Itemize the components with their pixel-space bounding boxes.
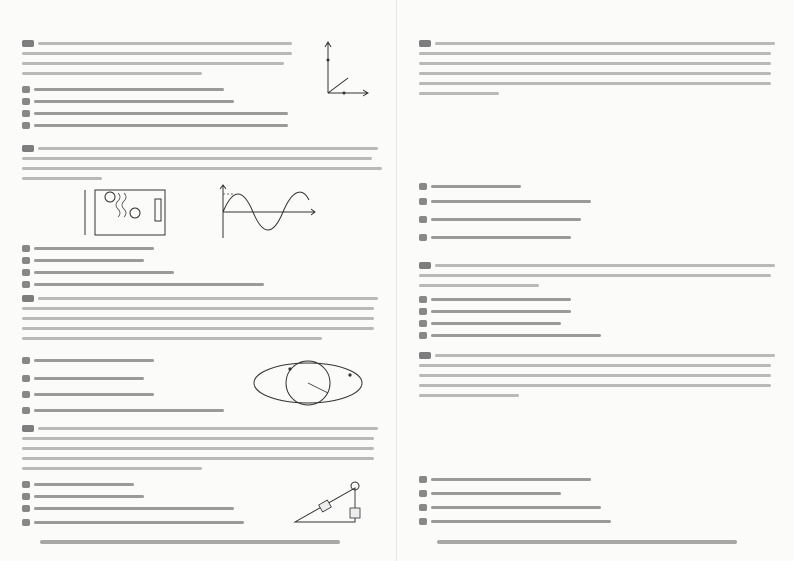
- question-text-line: [22, 157, 372, 160]
- option-d-marker: [419, 332, 427, 339]
- question-text-line: [38, 427, 378, 430]
- question-text-line: [419, 52, 771, 55]
- option-b-marker: [22, 375, 30, 382]
- question-text-line: [22, 437, 374, 440]
- question-15: [22, 40, 322, 140]
- question-19: [419, 40, 779, 255]
- option-d-marker: [419, 234, 427, 241]
- option-a-marker: [419, 183, 427, 190]
- option-d-text: [34, 283, 264, 286]
- option-c-marker: [22, 505, 30, 512]
- option-a-text: [34, 88, 224, 91]
- question-number: [419, 262, 431, 269]
- option-d-text: [34, 409, 224, 412]
- question-number: [419, 352, 431, 359]
- transformer-circuit-figure: [80, 185, 180, 245]
- question-text-line: [22, 327, 374, 330]
- option-b-text: [34, 495, 144, 498]
- option-d-marker: [419, 518, 427, 525]
- question-text-line: [22, 307, 374, 310]
- page-footer: [40, 540, 340, 544]
- question-text-line: [419, 92, 499, 95]
- option-a-text: [431, 185, 521, 188]
- question-text-line: [435, 42, 775, 45]
- option-c-text: [431, 322, 561, 325]
- option-b-marker: [419, 490, 427, 497]
- option-a-marker: [22, 86, 30, 93]
- question-text-line: [419, 284, 539, 287]
- right-page: [397, 0, 794, 561]
- option-b-text: [431, 492, 561, 495]
- question-text-line: [38, 297, 378, 300]
- option-b-text: [431, 310, 571, 313]
- option-b-marker: [22, 257, 30, 264]
- question-text-line: [22, 62, 284, 65]
- question-text-line: [419, 364, 771, 367]
- option-b-text: [34, 100, 234, 103]
- question-text-line: [38, 147, 378, 150]
- option-c-marker: [22, 269, 30, 276]
- option-c-text: [34, 393, 154, 396]
- question-text-line: [435, 264, 775, 267]
- option-d-text: [34, 124, 288, 127]
- question-18: [22, 425, 322, 530]
- option-c-text: [34, 112, 288, 115]
- option-a-marker: [419, 476, 427, 483]
- option-d-text: [34, 521, 244, 524]
- satellite-orbit-figure: [250, 345, 370, 415]
- option-c-marker: [419, 504, 427, 511]
- question-21: [419, 352, 779, 530]
- option-b-marker: [22, 98, 30, 105]
- question-text-line: [22, 467, 202, 470]
- question-number: [419, 40, 431, 47]
- option-d-text: [431, 520, 611, 523]
- question-text-line: [419, 82, 771, 85]
- question-text-line: [22, 177, 102, 180]
- option-b-text: [431, 200, 591, 203]
- option-c-marker: [419, 216, 427, 223]
- option-d-text: [431, 236, 571, 239]
- option-a-text: [34, 483, 134, 486]
- coordinate-axes-figure: [318, 38, 378, 103]
- question-text-line: [419, 384, 771, 387]
- option-a-marker: [22, 245, 30, 252]
- option-b-marker: [419, 198, 427, 205]
- option-b-marker: [419, 308, 427, 315]
- option-a-marker: [419, 296, 427, 303]
- question-number: [22, 295, 34, 302]
- question-text-line: [38, 42, 292, 45]
- question-text-line: [22, 52, 292, 55]
- question-text-line: [419, 62, 771, 65]
- sine-wave-graph: [205, 182, 325, 242]
- option-a-marker: [22, 357, 30, 364]
- option-a-text: [34, 359, 154, 362]
- question-text-line: [419, 374, 771, 377]
- option-d-marker: [22, 519, 30, 526]
- option-b-text: [34, 259, 144, 262]
- option-d-marker: [22, 281, 30, 288]
- question-number: [22, 145, 34, 152]
- option-a-text: [431, 298, 571, 301]
- page-footer: [437, 540, 737, 544]
- option-d-text: [431, 334, 601, 337]
- question-text-line: [22, 447, 374, 450]
- question-text-line: [22, 72, 202, 75]
- option-a-text: [34, 247, 154, 250]
- question-text-line: [419, 72, 771, 75]
- question-text-line: [22, 167, 382, 170]
- option-c-text: [431, 506, 601, 509]
- option-c-text: [34, 507, 234, 510]
- option-b-text: [34, 377, 144, 380]
- option-d-marker: [22, 122, 30, 129]
- question-text-line: [22, 317, 374, 320]
- question-text-line: [419, 394, 519, 397]
- option-c-text: [431, 218, 581, 221]
- option-c-marker: [419, 320, 427, 327]
- question-number: [22, 425, 34, 432]
- option-d-marker: [22, 407, 30, 414]
- incline-pulley-figure: [290, 470, 370, 530]
- option-c-marker: [22, 110, 30, 117]
- question-text-line: [435, 354, 775, 357]
- option-c-marker: [22, 391, 30, 398]
- option-a-marker: [22, 481, 30, 488]
- option-a-text: [431, 478, 591, 481]
- question-text-line: [22, 457, 374, 460]
- option-b-marker: [22, 493, 30, 500]
- option-c-text: [34, 271, 174, 274]
- question-text-line: [419, 274, 771, 277]
- question-20: [419, 262, 779, 342]
- question-text-line: [22, 337, 322, 340]
- question-number: [22, 40, 34, 47]
